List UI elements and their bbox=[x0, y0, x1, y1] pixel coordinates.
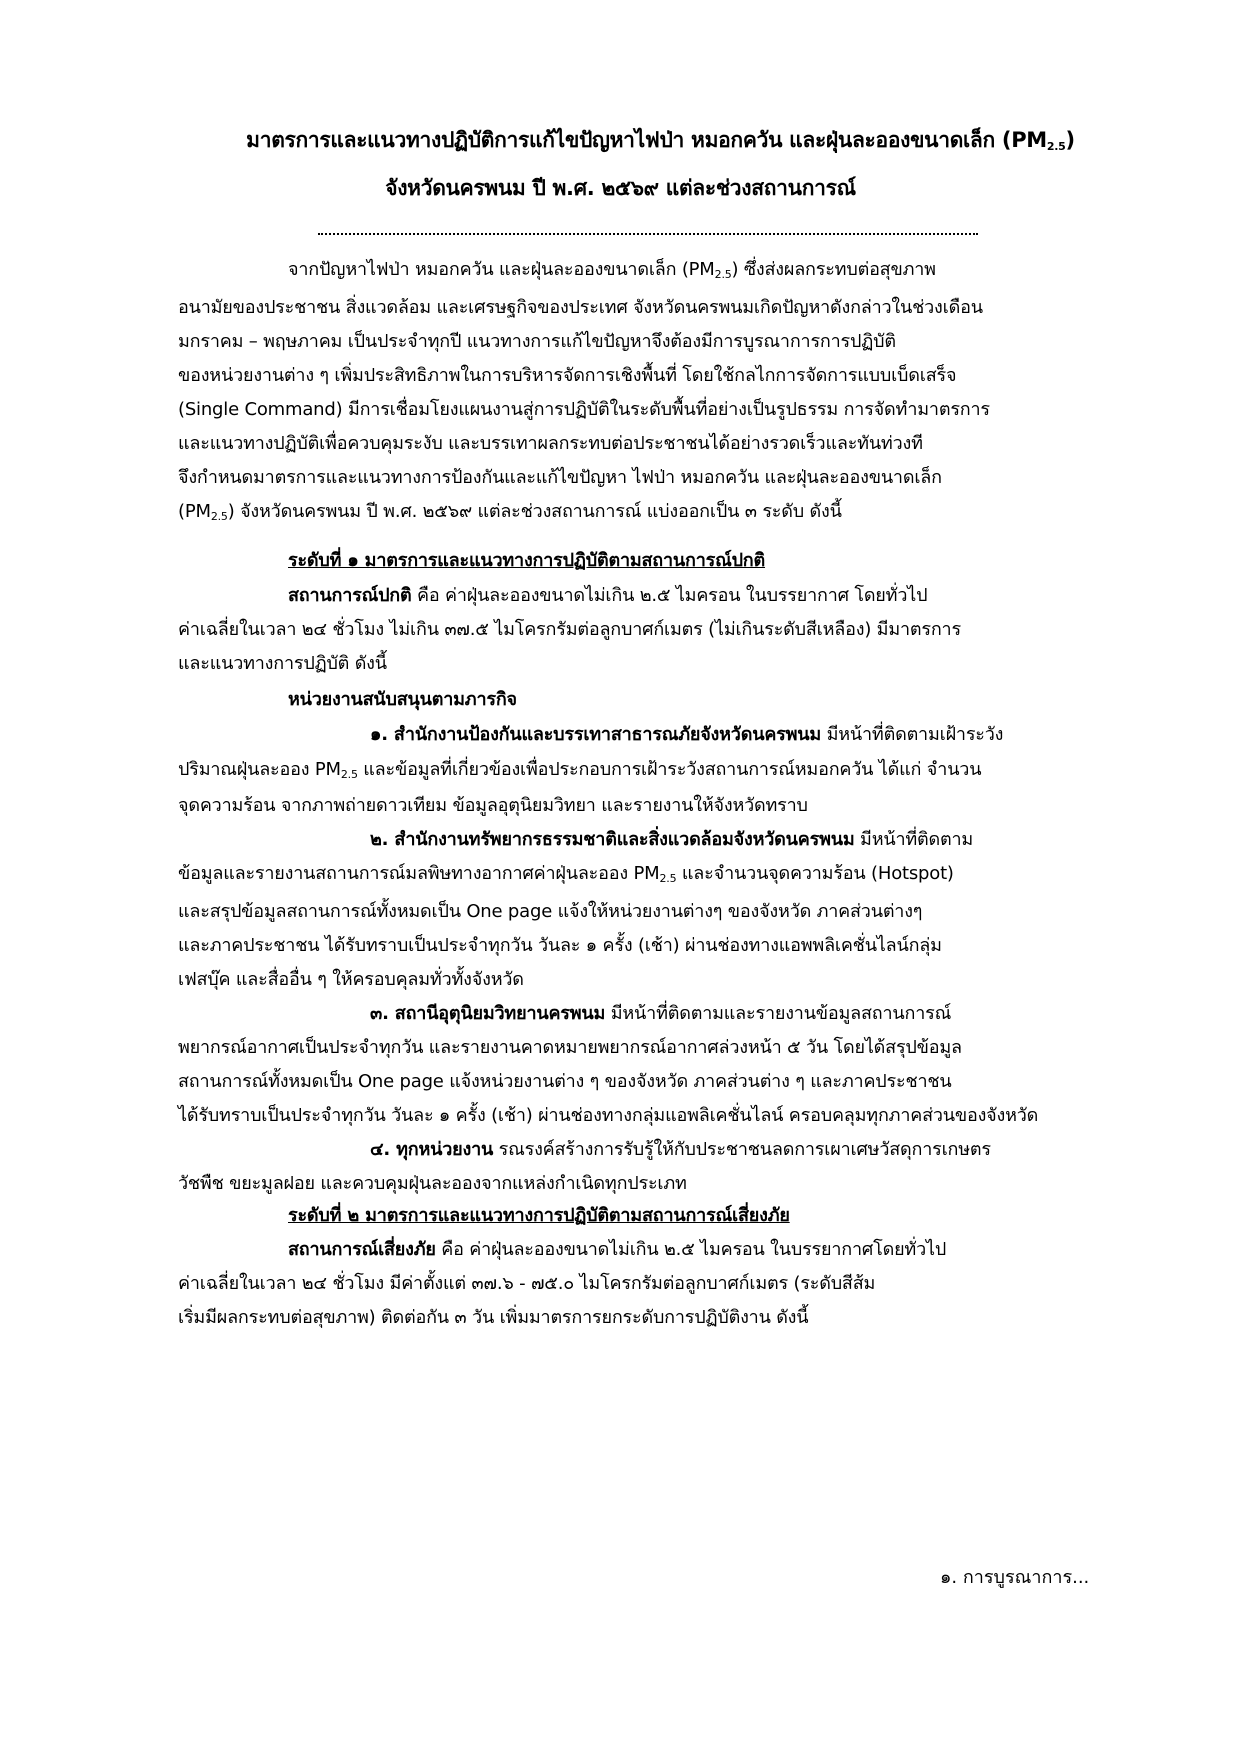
intro-line-3: มกราคม – พฤษภาคม เป็นประจำทุกปี แนวทางการแก้ไขปัญหาจึงต้องมีการบูรณาการการปฏิบัติ bbox=[178, 331, 896, 352]
level1-definition-line-1: สถานการณ์ปกติ คือ ค่าฝุ่นละอองขนาดไม่เกิน ๒.๕ ไมครอน ในบรรยากาศ โดยทั่วไป bbox=[288, 585, 928, 606]
level2-definition-line-2: ค่าเฉลี่ยในเวลา ๒๔ ชั่วโมง มีค่าตั้งแต่ ๓๗.๖ - ๗๕.๐ ไมโครกรัมต่อลูกบาศก์เมตร (ระดับสีส้ม bbox=[178, 1273, 876, 1294]
dotted-divider bbox=[318, 233, 978, 241]
agency-item-2-line-5: เฟสบุ๊ค และสื่ออื่น ๆ ให้ครอบคุลมทั่วทั้งจังหวัด bbox=[178, 969, 524, 990]
intro-line-5: (Single Command) มีการเชื่อมโยงแผนงานสู่การปฏิบัติในระดับพื้นที่อย่างเป็นรูปธรรม การจัดทำมาตรการ bbox=[178, 399, 990, 420]
page-continuation-marker: ๑. การบูรณาการ... bbox=[940, 1567, 1090, 1588]
agency-item-1-line-3: จุดความร้อน จากภาพถ่ายดาวเทียม ข้อมูลอุตุนิยมวิทยา และรายงานให้จังหวัดทราบ bbox=[178, 795, 808, 816]
intro-line-8: $(PM_{2.5})$ จังหวัดนครพนม ปี พ.ศ. ๒๕๖๙ แต่ละช่วงสถานการณ์ แบ่งออกเป็น ๓ ระดับ ดังนี้ bbox=[178, 501, 842, 523]
level1-heading: ระดับที่ ๑ มาตรการและแนวทางการปฏิบัติตามสถานการณ์ปกติ bbox=[288, 550, 766, 571]
agency-item-2-line-1: ๒. สำนักงานทรัพยากรธรรมชาติและสิ่งแวดล้อมจังหวัดนครพนม มีหน้าที่ติดตาม bbox=[370, 829, 974, 850]
agency-item-2-line-4: และภาคประชาชน ได้รับทราบเป็นประจำทุกวัน วันละ ๑ ครั้ง (เช้า) ผ่านช่องทางแอพพลิเคชั่นไลน์กลุ่ม bbox=[178, 935, 942, 956]
document-title-line2: จังหวัดนครพนม ปี พ.ศ. ๒๕๖๙ แต่ละช่วงสถานการณ์ bbox=[385, 176, 856, 200]
level2-definition-line-1: สถานการณ์เสี่ยงภัย คือ ค่าฝุ่นละอองขนาดไม่เกิน ๒.๕ ไมครอน ในบรรยากาศโดยทั่วไป bbox=[288, 1239, 947, 1260]
document-title-line1: มาตรการและแนวทางปฏิบัติการแก้ไขปัญหาไฟป่า หมอกควัน และฝุ่นละอองขนาดเล็ก $(PM_{2.5})$ bbox=[246, 128, 1075, 153]
agency-item-4-line-1: ๔. ทุกหน่วยงาน รณรงค์สร้างการรับรู้ให้กับประชาชนลดการเผาเศษวัสดุการเกษตร bbox=[370, 1139, 991, 1160]
agency-item-2-line-2: ข้อมูลและรายงานสถานการณ์มลพิษทางอากาศค่าฝุ่นละออง $PM_{2.5}$ และจำนวนจุดความร้อน (Hotspot) bbox=[178, 863, 954, 885]
agency-item-2-line-3: และสรุปข้อมูลสถานการณ์ทั้งหมดเป็น One page แจ้งให้หน่วยงานต่างๆ ของจังหวัด ภาคส่วนต่างๆ bbox=[178, 901, 923, 922]
agency-item-1-line-1: ๑. สำนักงานป้องกันและบรรเทาสาธารณภัยจังหวัดนครพนม มีหน้าที่ติดตามเฝ้าระวัง bbox=[370, 724, 1004, 745]
intro-line-2: อนามัยของประชาชน สิ่งแวดล้อม และเศรษฐกิจของประเทศ จังหวัดนครพนมเกิดปัญหาดังกล่าวในช่วงเดือน bbox=[178, 297, 983, 318]
level1-definition-line-3: และแนวทางการปฏิบัติ ดังนี้ bbox=[178, 653, 387, 674]
intro-line-6: และแนวทางปฏิบัติเพื่อควบคุมระงับ และบรรเทาผลกระทบต่อประชาชนได้อย่างรวดเร็วและทันท่วงที bbox=[178, 433, 923, 454]
agency-item-3-line-1: ๓. สถานีอุตุนิยมวิทยานครพนม มีหน้าที่ติดตามและรายงานข้อมูลสถานการณ์ bbox=[370, 1003, 952, 1024]
agency-item-3-line-2: พยากรณ์อากาศเป็นประจำทุกวัน และรายงานคาดหมายพยากรณ์อากาศล่วงหน้า ๕ วัน โดยได้สรุปข้อมูล bbox=[178, 1037, 962, 1058]
intro-line-7: จึงกำหนดมาตรการและแนวทางการป้องกันและแก้ไขปัญหา ไฟป่า หมอกควัน และฝุ่นละอองขนาดเล็ก bbox=[178, 467, 942, 488]
support-agencies-heading: หน่วยงานสนับสนุนตามภารกิจ bbox=[288, 689, 517, 710]
agency-item-3-line-4: ได้รับทราบเป็นประจำทุกวัน วันละ ๑ ครั้ง (เช้า) ผ่านช่องทางกลุ่มแอพลิเคชั่นไลน์ ครอบคลุมทุกภาคส่วนของจังหวัด bbox=[178, 1105, 1039, 1126]
intro-line-4: ของหน่วยงานต่าง ๆ เพิ่มประสิทธิภาพในการบริหารจัดการเชิงพื้นที่ โดยใช้กลไกการจัดการแบบเบ็ดเสร็จ bbox=[178, 365, 957, 386]
agency-item-4-line-2: วัชพืช ขยะมูลฝอย และควบคุมฝุ่นละอองจากแหล่งกำเนิดทุกประเภท bbox=[178, 1173, 687, 1194]
level1-definition-line-2: ค่าเฉลี่ยในเวลา ๒๔ ชั่วโมง ไม่เกิน ๓๗.๕ ไมโครกรัมต่อลูกบาศก์เมตร (ไม่เกินระดับสีเหลือง) มีมาตรการ bbox=[178, 619, 961, 640]
level2-heading: ระดับที่ ๒ มาตรการและแนวทางการปฏิบัติตามสถานการณ์เสี่ยงภัย bbox=[288, 1205, 790, 1226]
level2-definition-line-3: เริ่มมีผลกระทบต่อสุขภาพ) ติดต่อกัน ๓ วัน เพิ่มมาตรการยกระดับการปฏิบัติงาน ดังนี้ bbox=[178, 1307, 809, 1328]
intro-line-1: จากปัญหาไฟป่า หมอกควัน และฝุ่นละอองขนาดเล็ก $(PM_{2.5})$ ซึ่งส่งผลกระทบต่อสุขภาพ bbox=[288, 259, 936, 281]
agency-item-3-line-3: สถานการณ์ทั้งหมดเป็น One page แจ้งหน่วยงานต่าง ๆ ของจังหวัด ภาคส่วนต่าง ๆ และภาคประชาชน bbox=[178, 1071, 952, 1092]
agency-item-1-line-2: ปริมาณฝุ่นละออง $PM_{2.5}$ และข้อมูลที่เกี่ยวข้องเพื่อประกอบการเฝ้าระวังสถานการณ์หมอกควัน ได้แก่ จำนวน bbox=[178, 759, 982, 781]
